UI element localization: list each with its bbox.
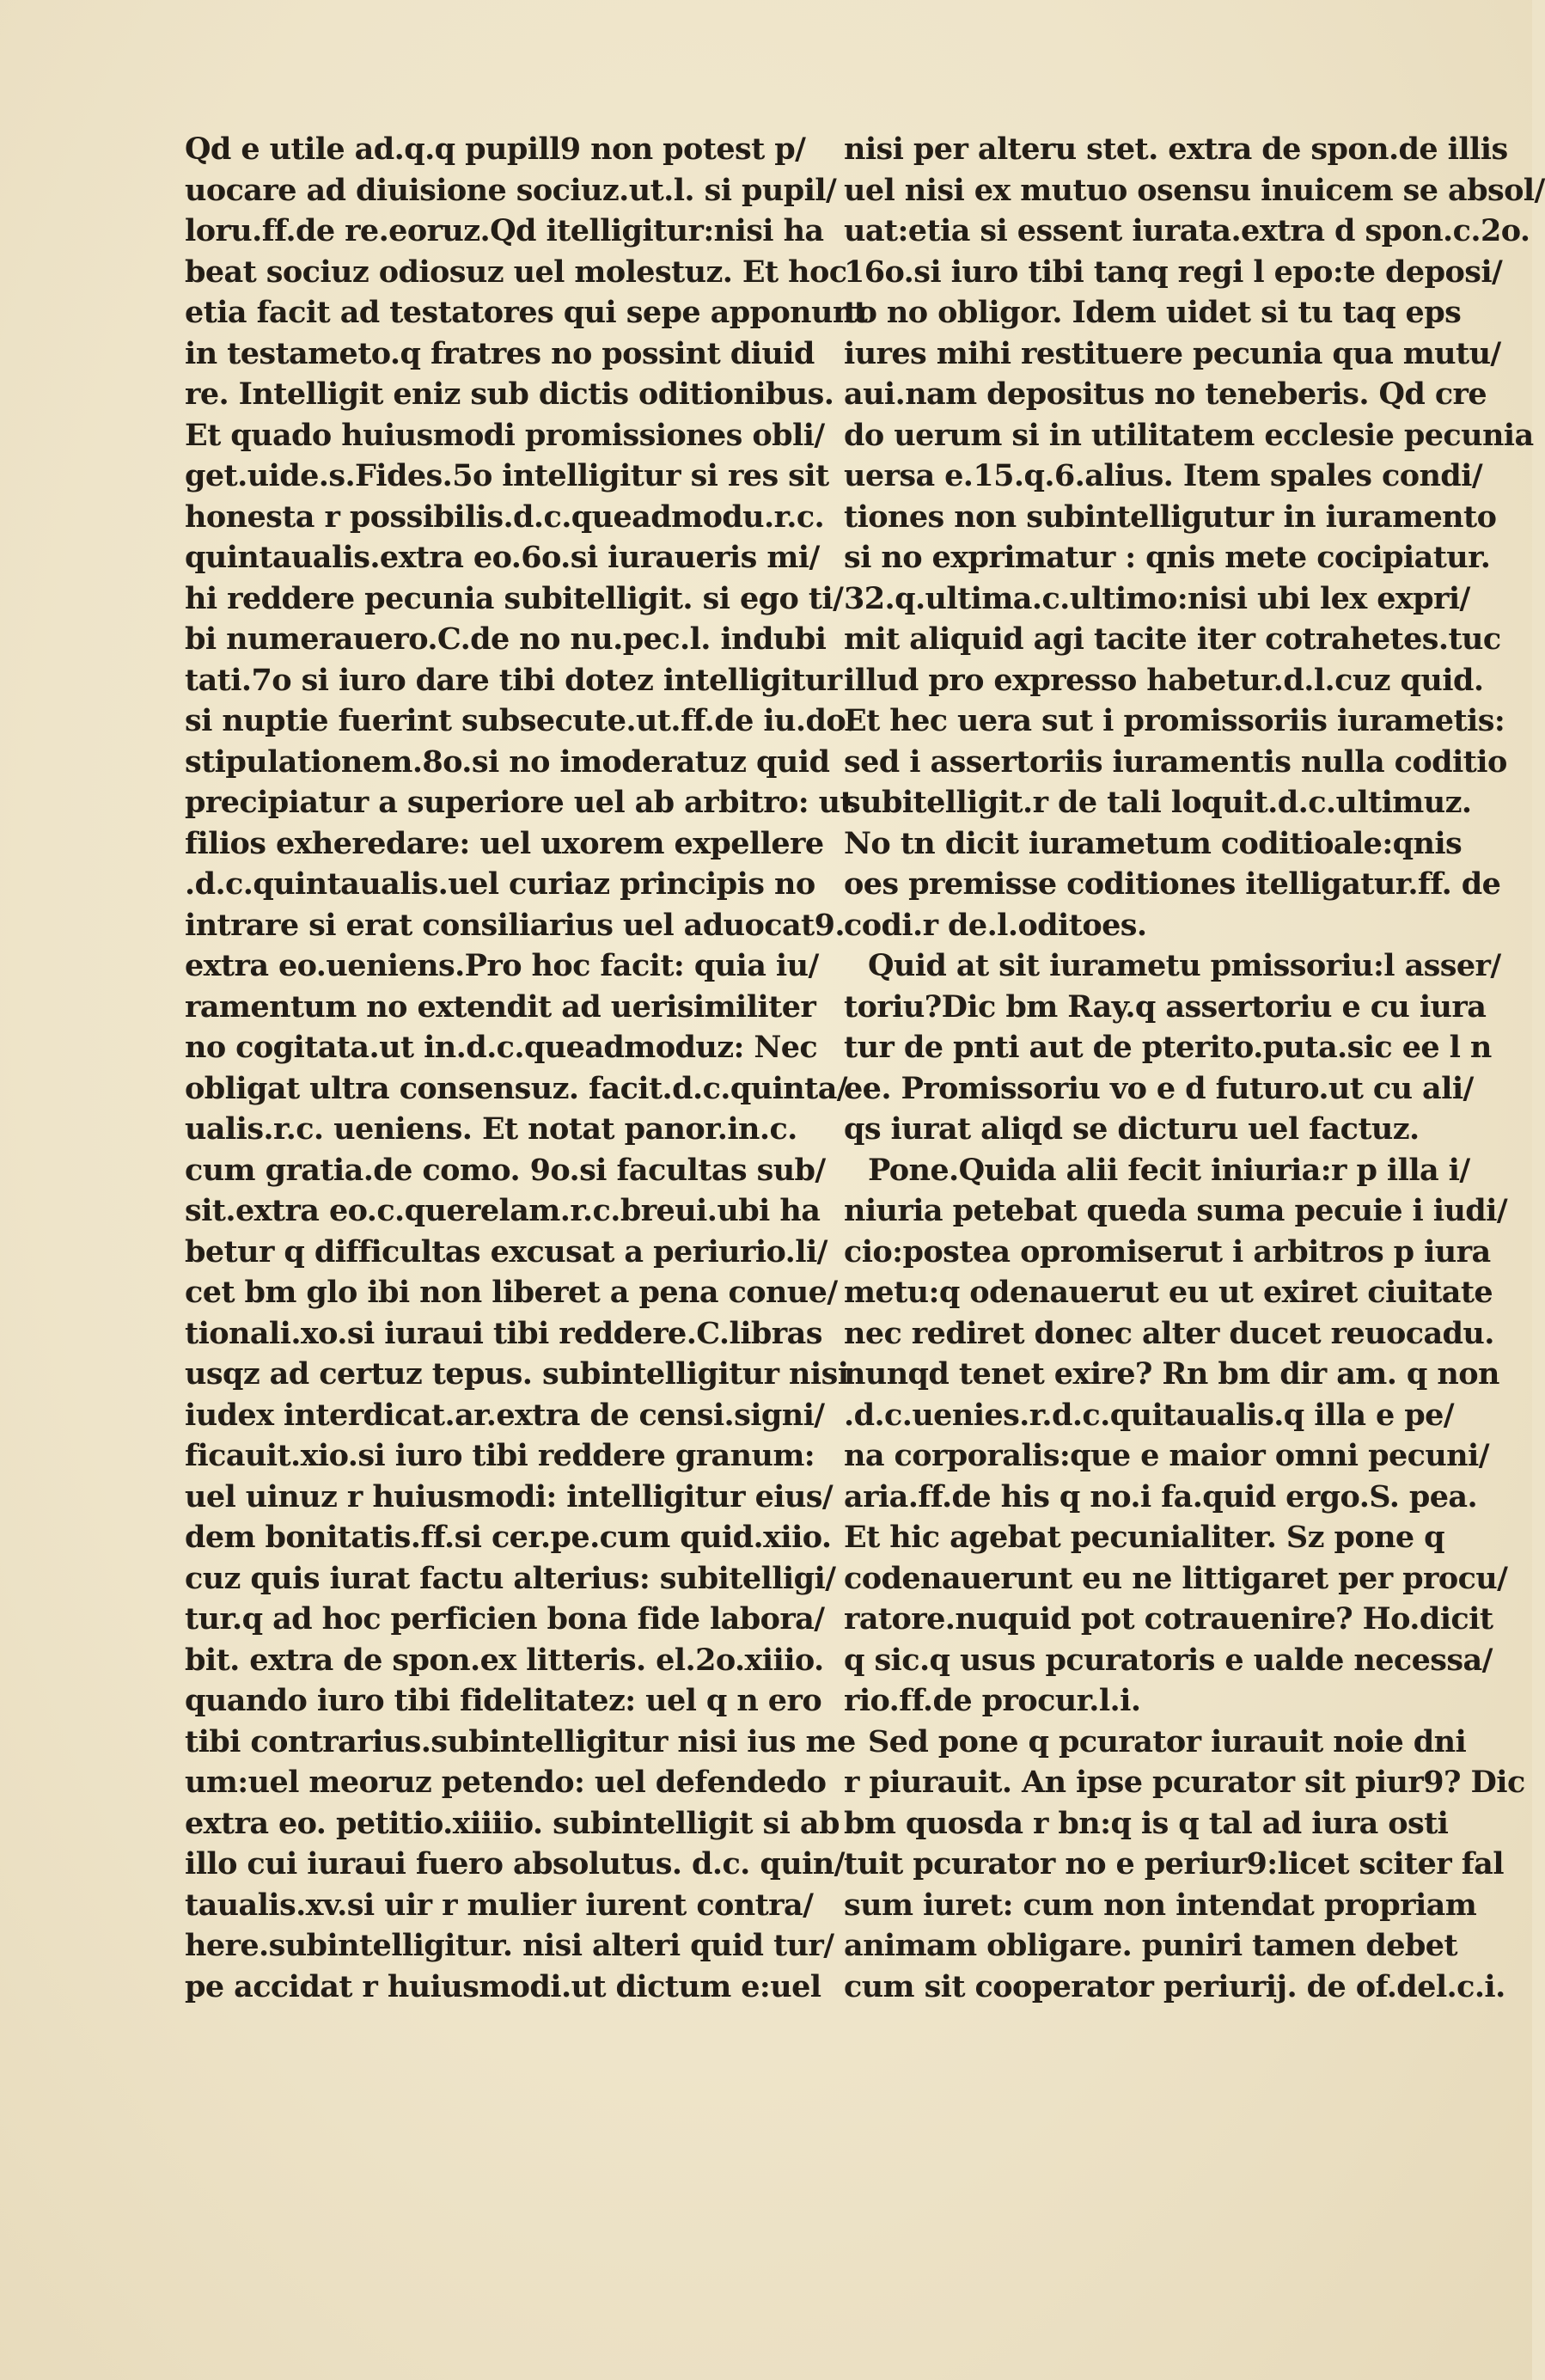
text-line: Sed pone q pcurator iurauit noie dni bbox=[868, 1723, 1467, 1759]
text-line: ee. Promissoriu vo e d futuro.ut cu ali/ bbox=[844, 1070, 1474, 1106]
text-line: ramentum no extendit ad uerisimiliter bbox=[185, 988, 816, 1025]
text-line: bm quosda r bn:q is q tal ad iura osti bbox=[844, 1805, 1449, 1841]
text-line: get.uide.s.Fides.5o intelligitur si res sit bbox=[185, 458, 829, 493]
text-line: cum gratia.de como. 9o.si facultas sub/ bbox=[185, 1152, 826, 1188]
text-line: filios exheredare: uel uxorem expellere bbox=[185, 825, 824, 861]
text-line: aui.nam depositus no teneberis. Qd cre bbox=[844, 376, 1487, 412]
text-line: r piurauit. An ipse pcurator sit piur9? Dic bbox=[844, 1765, 1525, 1800]
right-text-column bbox=[844, 129, 1545, 2106]
text-line: betur q difficultas excusat a periurio.li/ bbox=[185, 1233, 827, 1270]
text-line: quando iuro tibi fidelitatez: uel q n ero bbox=[185, 1683, 822, 1718]
text-line: nec rediret donec alter ducet reuocadu. bbox=[844, 1315, 1494, 1351]
text-line: illud pro expresso habetur.d.l.cuz quid. bbox=[844, 662, 1484, 698]
text-line: do uerum si in utilitatem ecclesie pecunia bbox=[844, 417, 1534, 453]
text-line: loru.ff.de re.eoruz.Qd itelligitur:nisi ha bbox=[185, 213, 824, 248]
text-line: sum iuret: cum non intendat propriam bbox=[844, 1887, 1477, 1923]
text-line: 16o.si iuro tibi tanq regi l epo:te deposi/ bbox=[844, 254, 1503, 290]
text-line: tiones non subintelligutur in iuramento bbox=[844, 499, 1497, 535]
text-line: extra eo.ueniens.Pro hoc facit: quia iu/ bbox=[185, 948, 819, 983]
text-line: illo cui iuraui fuero absolutus. d.c. quin/ bbox=[185, 1846, 845, 1881]
text-line: aria.ff.de his q no.i fa.quid ergo.S. pea. bbox=[844, 1478, 1478, 1514]
text-line: cum sit cooperator periurij. de of.del.c.i. bbox=[844, 1968, 1505, 2004]
text-line: dem bonitatis.ff.si cer.pe.cum quid.xiio. bbox=[185, 1520, 832, 1555]
text-line: Et hec uera sut i promissoriis iurametis: bbox=[844, 703, 1505, 738]
text-line: bit. extra de spon.ex litteris. el.2o.xiiio. bbox=[185, 1642, 824, 1678]
text-line: na corporalis:que e maior omni pecuni/ bbox=[844, 1438, 1489, 1473]
text-line: nunqd tenet exire? Rn bm dir am. q non bbox=[844, 1356, 1499, 1392]
text-line: hi reddere pecunia subitelligit. si ego ti/ bbox=[185, 580, 844, 616]
text-line: uel uinuz r huiusmodi: intelligitur eius/ bbox=[185, 1478, 834, 1514]
text-line: ualis.r.c. ueniens. Et notat panor.in.c. bbox=[185, 1111, 797, 1147]
text-line: iudex interdicat.ar.extra de censi.signi/ bbox=[185, 1397, 825, 1433]
text-line: q sic.q usus pcuratoris e ualde necessa/ bbox=[844, 1642, 1493, 1678]
text-line: codenauerunt eu ne littigaret per procu/ bbox=[844, 1560, 1508, 1596]
text-line: uersa e.15.q.6.alius. Item spales condi/ bbox=[844, 458, 1483, 493]
text-line: Quid at sit iurametu pmissoriu:l asser/ bbox=[868, 948, 1501, 983]
text-line: No tn dicit iurametum coditioale:qnis bbox=[844, 825, 1463, 861]
text-line: animam obligare. puniri tamen debet bbox=[844, 1928, 1458, 1963]
text-line: Et hic agebat pecunialiter. Sz pone q bbox=[844, 1520, 1445, 1555]
text-line: to no obligor. Idem uidet si tu taq eps bbox=[844, 295, 1462, 330]
text-line: precipiatur a superiore uel ab arbitro: ut bbox=[185, 785, 854, 820]
text-line: intrare si erat consiliarius uel aduocat9. bbox=[185, 907, 845, 943]
text-line: ratore.nuquid pot cotrauenire? Ho.dicit bbox=[844, 1601, 1493, 1637]
text-line: oes premisse coditiones itelligatur.ff. de bbox=[844, 866, 1501, 902]
text-line: codi.r de.l.oditoes. bbox=[844, 907, 1147, 943]
text-line: sit.extra eo.c.querelam.r.c.breui.ubi ha bbox=[185, 1193, 821, 1228]
text-line: si nuptie fuerint subsecute.ut.ff.de iu.do. bbox=[185, 703, 856, 738]
text-line: pe accidat r huiusmodi.ut dictum e:uel bbox=[185, 1968, 821, 2004]
text-line: nisi per alteru stet. extra de spon.de illis bbox=[844, 132, 1508, 167]
text-line: in testameto.q fratres no possint diuid bbox=[185, 335, 815, 371]
text-line: mit aliquid agi tacite iter cotrahetes.tuc bbox=[844, 621, 1501, 657]
text-line: uat:etia si essent iurata.extra d spon.c.2o. bbox=[844, 213, 1530, 248]
text-line: um:uel meoruz petendo: uel defendedo bbox=[185, 1765, 827, 1800]
text-line: stipulationem.8o.si no imoderatuz quid bbox=[185, 743, 830, 780]
text-line: .d.c.uenies.r.d.c.quitaualis.q illa e pe/ bbox=[844, 1397, 1454, 1433]
text-line: si no exprimatur : qnis mete cocipiatur. bbox=[844, 540, 1491, 575]
text-line: honesta r possibilis.d.c.queadmodu.r.c. bbox=[185, 499, 825, 535]
text-line: 32.q.ultima.c.ultimo:nisi ubi lex expri/ bbox=[844, 580, 1470, 616]
text-line: tur.q ad hoc perficien bona fide labora/ bbox=[185, 1601, 825, 1637]
text-line: etia facit ad testatores qui sepe apponunt bbox=[185, 295, 868, 330]
text-line: no cogitata.ut in.d.c.queadmoduz: Nec bbox=[185, 1030, 818, 1065]
text-line: tuit pcurator no e periur9:licet sciter fal bbox=[844, 1846, 1504, 1881]
text-line: extra eo. petitio.xiiiio. subintelligit si ab bbox=[185, 1805, 840, 1841]
left-text-column bbox=[185, 129, 868, 2106]
text-line: uocare ad diuisione sociuz.ut.l. si pupil/ bbox=[185, 172, 837, 208]
text-line: tibi contrarius.subintelligitur nisi ius me bbox=[185, 1723, 856, 1759]
text-line: qs iurat aliqd se dicturu uel factuz. bbox=[844, 1111, 1420, 1147]
text-line: re. Intelligit eniz sub dictis oditionibus. bbox=[185, 376, 834, 412]
text-line: iures mihi restituere pecunia qua mutu/ bbox=[844, 335, 1501, 371]
text-line: subitelligit.r de tali loquit.d.c.ultimuz. bbox=[844, 785, 1472, 820]
text-line: .d.c.quintaualis.uel curiaz principis no bbox=[185, 866, 815, 902]
text-line: Et quado huiusmodi promissiones obli/ bbox=[185, 417, 825, 453]
text-line: tionali.xo.si iuraui tibi reddere.C.libras bbox=[185, 1315, 822, 1351]
text-line: rio.ff.de procur.l.i. bbox=[844, 1683, 1141, 1718]
text-line: Qd e utile ad.q.q pupill9 non potest p/ bbox=[185, 132, 806, 167]
text-line: ficauit.xio.si iuro tibi reddere granum: bbox=[185, 1438, 815, 1473]
text-line: Pone.Quida alii fecit iniuria:r p illa i/ bbox=[868, 1152, 1470, 1188]
text-line: tur de pnti aut de pterito.puta.sic ee l n bbox=[844, 1030, 1492, 1065]
text-line: taualis.xv.si uir r mulier iurent contra/ bbox=[185, 1887, 814, 1923]
text-line: cuz quis iurat factu alterius: subitelligi/ bbox=[185, 1560, 836, 1596]
text-line: cio:postea opromiserut i arbitros p iura bbox=[844, 1233, 1491, 1270]
text-line: tati.7o si iuro dare tibi dotez intelligitur bbox=[185, 662, 842, 698]
text-line: here.subintelligitur. nisi alteri quid tur/ bbox=[185, 1928, 834, 1963]
text-line: cet bm glo ibi non liberet a pena conue/ bbox=[185, 1275, 838, 1310]
text-line: niuria petebat queda suma pecuie i iudi/ bbox=[844, 1193, 1508, 1228]
text-line: bi numerauero.C.de no nu.pec.l. indubi bbox=[185, 621, 827, 657]
text-line: sed i assertoriis iuramentis nulla coditio bbox=[844, 743, 1507, 780]
text-line: uel nisi ex mutuo osensu inuicem se absol/ bbox=[844, 172, 1545, 208]
text-line: toriu?Dic bm Ray.q assertoriu e cu iura bbox=[844, 988, 1487, 1025]
text-line: beat sociuz odiosuz uel molestuz. Et hoc bbox=[185, 254, 847, 290]
text-line: obligat ultra consensuz. facit.d.c.quinta/ bbox=[185, 1070, 847, 1106]
text-line: metu:q odenauerut eu ut exiret ciuitate bbox=[844, 1275, 1493, 1310]
text-line: usqz ad certuz tepus. subintelligitur nisi bbox=[185, 1356, 849, 1392]
text-line: quintaualis.extra eo.6o.si iuraueris mi/ bbox=[185, 540, 820, 575]
